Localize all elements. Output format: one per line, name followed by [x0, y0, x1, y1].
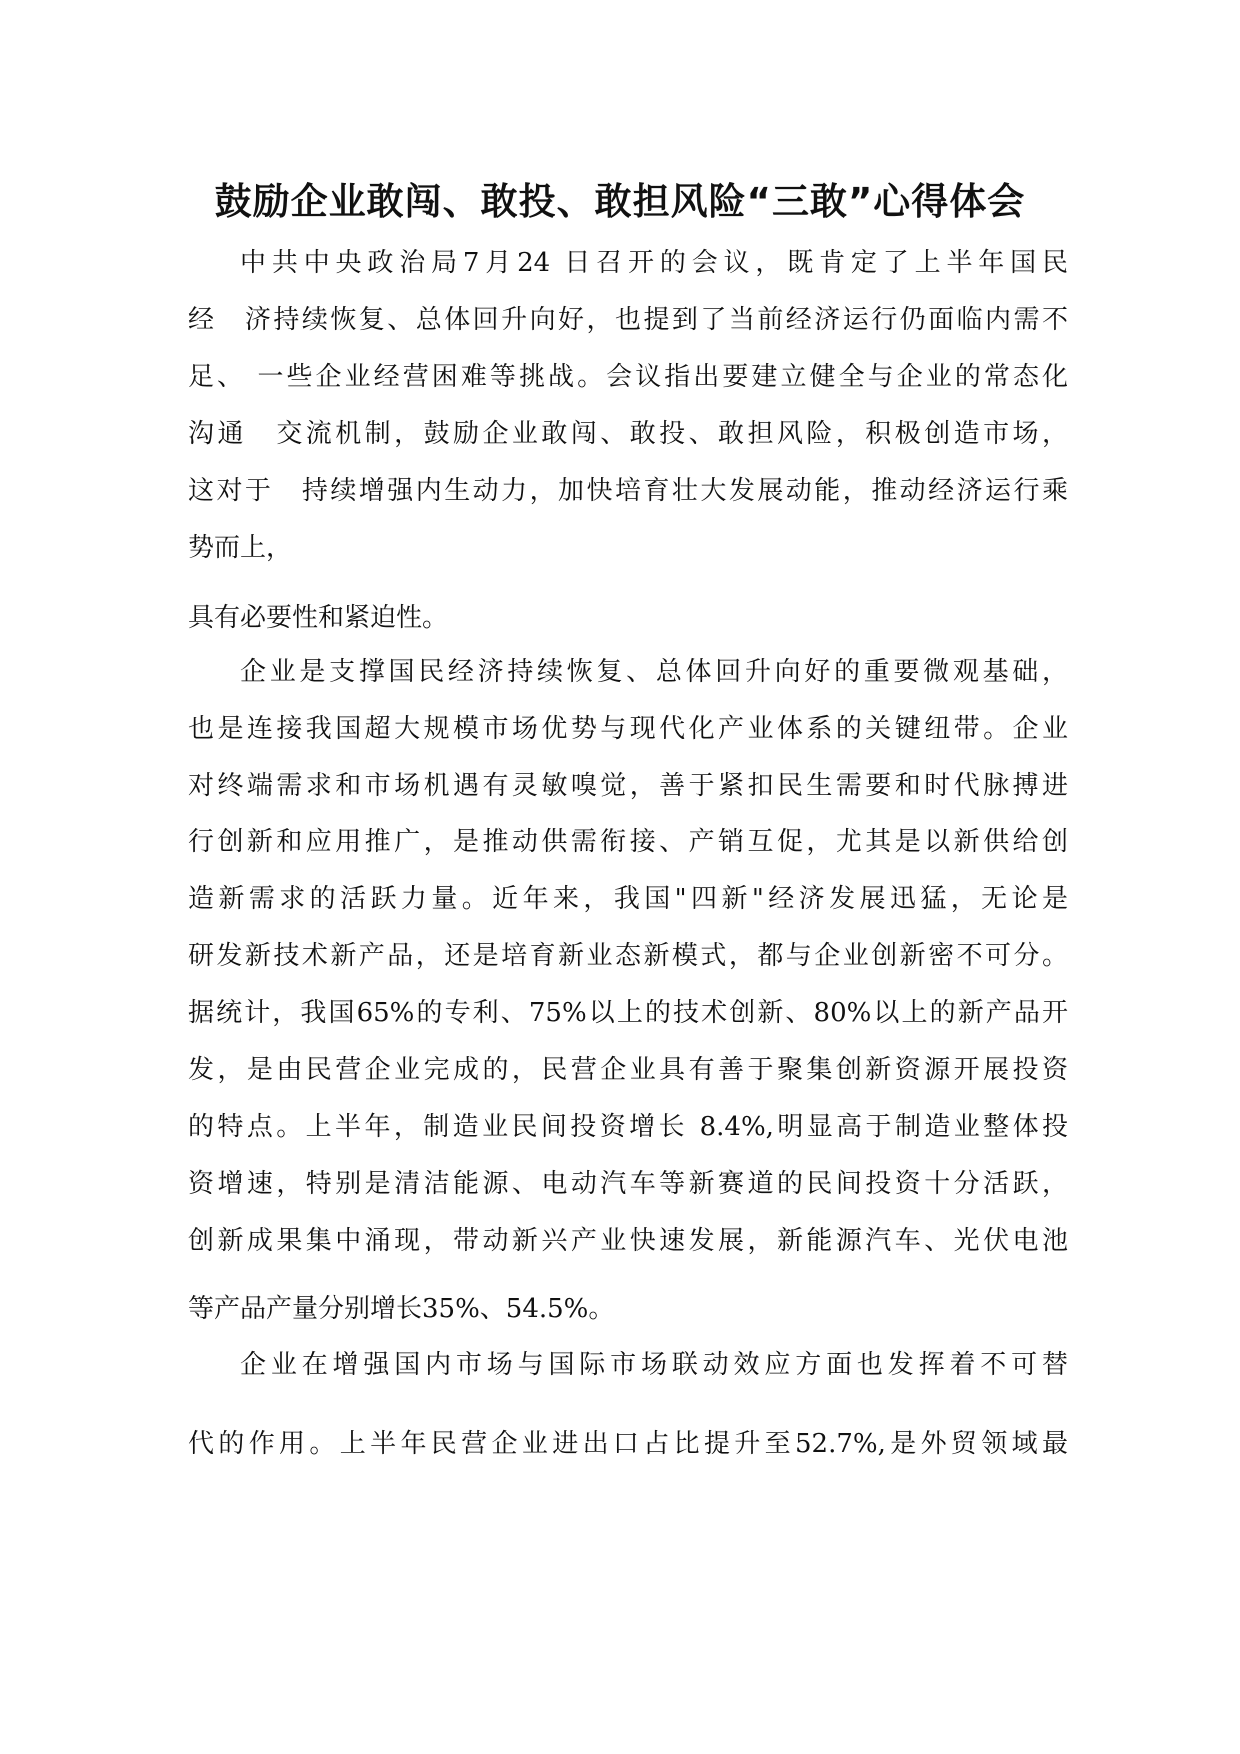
paragraph-line: 具有必要性和紧迫性。 — [188, 603, 449, 633]
paragraph-line: 的特点。上半年，制造业民间投资增长 8.4%,明显高于制造业整体投 — [188, 1112, 1068, 1142]
paragraph-line: 造新需求的活跃力量。近年来，我国"四新"经济发展迅猛，无论是 — [188, 884, 1068, 914]
document-title: 鼓励企业敢闯、敢投、敢担风险“三敢”心得体会 — [214, 180, 1026, 223]
paragraph-line: 研发新技术新产品，还是培育新业态新模式，都与企业创新密不可分。 — [188, 941, 1068, 971]
paragraph-line: 行创新和应用推广，是推动供需衔接、产销互促，尤其是以新供给创 — [188, 827, 1068, 857]
paragraph-line: 等产品产量分别增长35%、54.5%。 — [188, 1294, 615, 1324]
paragraph-line: 发，是由民营企业完成的，民营企业具有善于聚集创新资源开展投资 — [188, 1055, 1068, 1085]
paragraph-line: 也是连接我国超大规模市场优势与现代化产业体系的关键纽带。企业 — [188, 714, 1068, 744]
paragraph-line: 据统计，我国65%的专利、75%以上的技术创新、80%以上的新产品开 — [188, 998, 1068, 1028]
paragraph-line: 对终端需求和市场机遇有灵敏嗅觉，善于紧扣民生需要和时代脉搏进 — [188, 771, 1068, 801]
paragraph-line: 沟通 交流机制，鼓励企业敢闯、敢投、敢担风险，积极创造市场， — [188, 419, 1068, 449]
paragraph-line: 资增速，特别是清洁能源、电动汽车等新赛道的民间投资十分活跃， — [188, 1169, 1068, 1199]
paragraph-line: 企业是支撑国民经济持续恢复、总体回升向好的重要微观基础， — [240, 657, 1068, 687]
paragraph-line: 势而上， — [188, 533, 293, 563]
paragraph-line: 代的作用。上半年民营企业进出口占比提升至52.7%,是外贸领域最 — [188, 1429, 1068, 1459]
paragraph-line: 经 济持续恢复、总体回升向好，也提到了当前经济运行仍面临内需不 — [188, 305, 1068, 335]
paragraph-line: 足、 一些企业经营困难等挑战。会议指出要建立健全与企业的常态化 — [188, 362, 1068, 392]
paragraph-line: 这对于 持续增强内生动力，加快培育壮大发展动能，推动经济运行乘 — [188, 476, 1068, 506]
paragraph-line: 中共中央政治局7月24 日召开的会议，既肯定了上半年国民 — [240, 248, 1068, 278]
paragraph-line: 企业在增强国内市场与国际市场联动效应方面也发挥着不可替 — [240, 1350, 1068, 1380]
paragraph-line: 创新成果集中涌现，带动新兴产业快速发展，新能源汽车、光伏电池 — [188, 1226, 1068, 1256]
